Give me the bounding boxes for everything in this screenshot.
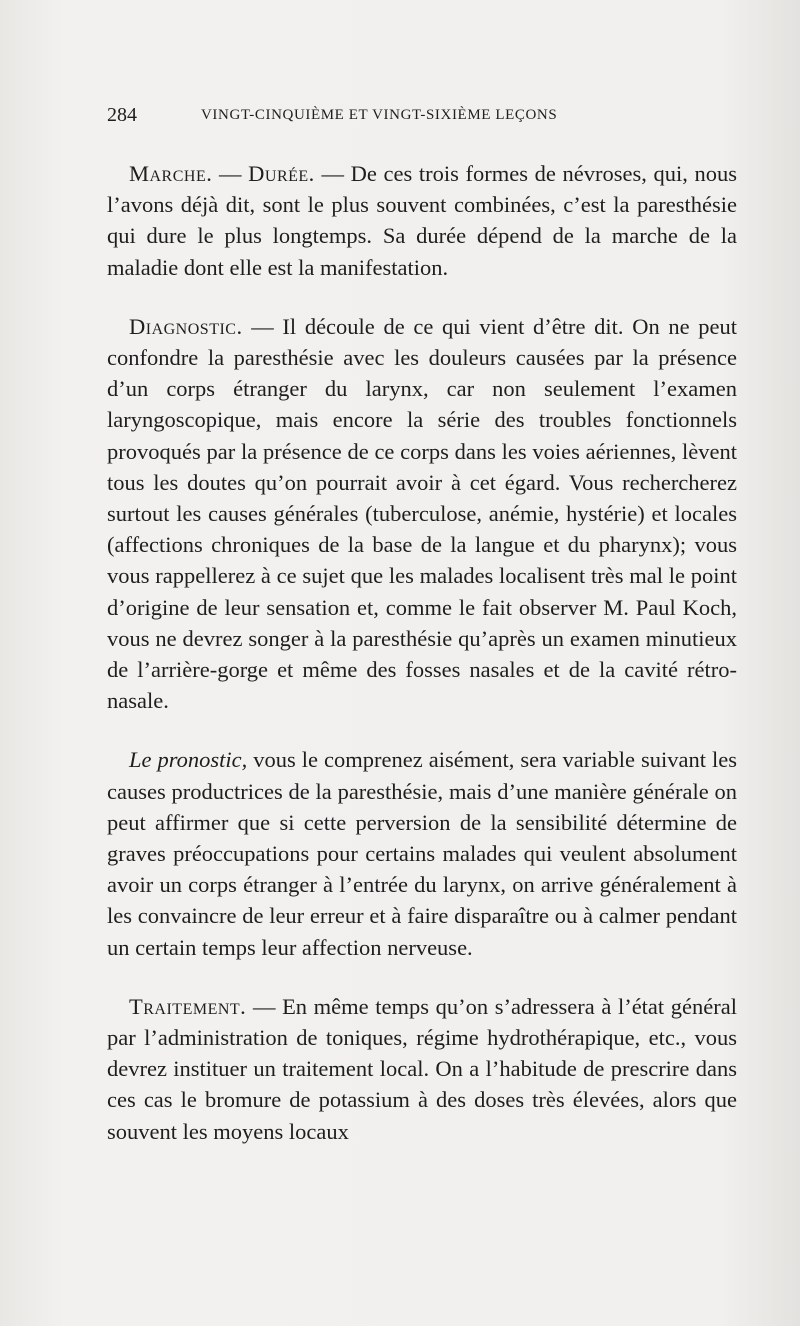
section-heading-traitement: Traitement. xyxy=(129,993,247,1019)
paragraph-traitement xyxy=(107,991,737,1147)
paragraph-pronostic xyxy=(107,744,737,962)
paragraph-text: — De ces trois formes de névroses, qui, nous l’avons déjà dit, sont le plus souvent combinées, c’est la paresthésie qui dure le plus longtemps. Sa durée dépend de la marche de la maladie dont elle est la manifestation. xyxy=(107,161,738,280)
paragraph-text: vous le comprenez aisément, sera variable suivant les causes productrices de la paresthésie, mais d’une manière générale on peut affirmer que si cette perversion de la sensibilité détermine de graves préoccupations pour certains malades qui veulent absolument avoir un corps étranger à l’entrée du larynx, on arrive généralement à les convaincre de leur erreur et à faire disparaître ou à calmer pendant un certain temps leur affection nerveuse. xyxy=(107,747,737,960)
section-heading-pronostic: Le pronostic, xyxy=(129,747,248,773)
paragraph-text: — En même temps qu’on s’adressera à l’état général par l’administration de toniques, régime hydrothérapique, etc., vous devrez instituer un traitement local. On a l’habitude de prescrire dans ces cas le bromure de potassium à des doses très élevées, alors que souvent les moyens locaux xyxy=(107,993,737,1144)
paragraph-text: — Il découle de ce qui vient d’être dit. On ne peut confondre la paresthésie avec les douleurs causées par la présence d’un corps étranger du larynx, car non seulement l’examen laryngoscopique, mais encore la série des troubles fonctionnels provoqués par la présence de ce corps dans les voies aériennes, lèvent tous les doutes qu’on pourrait avoir à cet égard. Vous rechercherez surtout les causes générales (tuberculose, anémie, hystérie) et locales (affections chroniques de la base de la langue et du pharynx); vous vous rappellerez à ce sujet que les malades localisent très mal le point d’origine de leur sensation et, comme le fait observer M. Paul Koch, vous ne devrez songer à la paresthésie qu’après un examen minutieux de l’arrière-gorge et même des fosses nasales et de la cavité rétro-nasale. xyxy=(107,313,737,714)
separator: — xyxy=(212,161,249,186)
body-text xyxy=(107,158,737,1147)
paragraph-marche xyxy=(107,158,737,283)
paragraph-diagnostic xyxy=(107,311,737,717)
page-number: 284 xyxy=(107,104,137,126)
section-heading-diagnostic: Diagnostic. xyxy=(129,313,243,339)
running-title: VINGT-CINQUIÈME ET VINGT-SIXIÈME LEÇONS xyxy=(201,107,558,123)
section-heading-marche: Marche. xyxy=(129,161,213,186)
page-header xyxy=(107,104,737,132)
section-heading-duree: Durée. xyxy=(248,161,315,186)
